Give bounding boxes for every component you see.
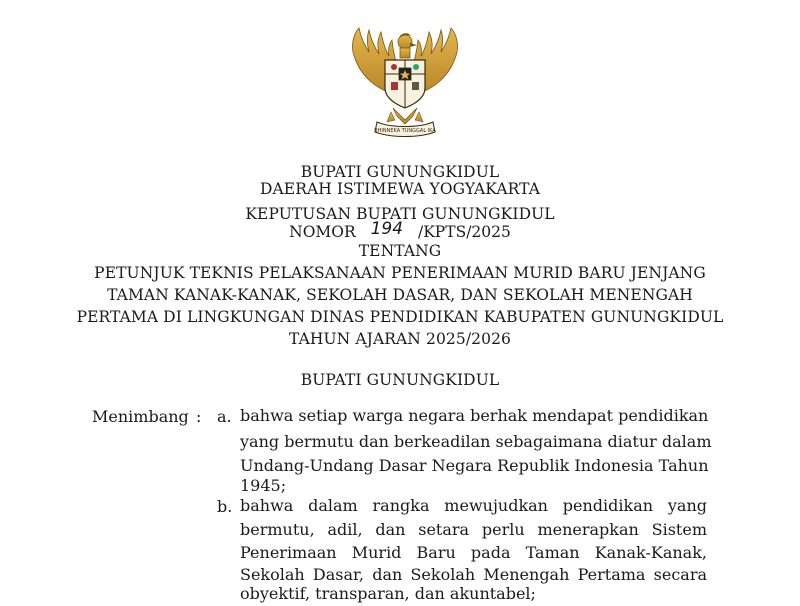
issuer-line-1: BUPATI GUNUNGKIDUL	[300, 163, 500, 181]
issuer-line-2: DAERAH ISTIMEWA YOGYAKARTA	[259, 180, 540, 198]
item-b-line-5: obyektif, transparan, dan akuntabel;	[240, 584, 536, 603]
item-b-letter: b.	[217, 497, 233, 516]
emblem-motto: BHINNEKA TUNGGAL IKA	[374, 128, 436, 134]
item-a-line-3: Undang-Undang Dasar Negara Republik Indonesia Tahun	[240, 456, 709, 475]
decree-title: KEPUTUSAN BUPATI GUNUNGKIDUL	[245, 205, 555, 223]
subject-line-2: TAMAN KANAK-KANAK, SEKOLAH DASAR, DAN SEKOLAH MENENGAH	[107, 286, 693, 304]
handwritten-number: 194	[370, 219, 404, 239]
nomor-suffix: /KPTS/2025	[418, 223, 511, 241]
item-b-line-1: bahwa dalam rangka mewujudkan pendidikan yang	[240, 496, 707, 515]
item-a-line-1: bahwa setiap warga negara berhak mendapat pendidikan	[240, 406, 709, 425]
item-b-line-4: Sekolah Dasar, dan Sekolah Menengah Pertama secara	[240, 565, 707, 584]
subject-line-3: PERTAMA DI LINGKUNGAN DINAS PENDIDIKAN KABUPATEN GUNUNGKIDUL	[76, 308, 724, 326]
garuda-emblem-icon	[347, 24, 463, 138]
decree-number-row	[0, 219, 800, 242]
subject-line-1: PETUNJUK TEKNIS PELAKSANAAN PENERIMAAN MURID BARU JENJANG	[94, 264, 706, 282]
item-a-letter: a.	[217, 407, 232, 426]
tentang-label: TENTANG	[358, 242, 442, 260]
menimbang-colon: :	[196, 407, 202, 426]
menimbang-label: Menimbang	[92, 407, 189, 426]
item-b-line-3: Penerimaan Murid Baru pada Taman Kanak-Kanak,	[240, 543, 707, 562]
nomor-label: NOMOR	[289, 223, 356, 241]
item-a-line-2: yang bermutu dan berkeadilan sebagaimana diatur dalam	[240, 432, 712, 451]
item-a-line-4: 1945;	[240, 476, 287, 495]
subject-line-4: TAHUN AJARAN 2025/2026	[288, 330, 512, 348]
item-b-line-2: bermutu, adil, dan setara perlu menerapkan Sistem	[240, 520, 707, 539]
authority-heading: BUPATI GUNUNGKIDUL	[300, 371, 500, 389]
